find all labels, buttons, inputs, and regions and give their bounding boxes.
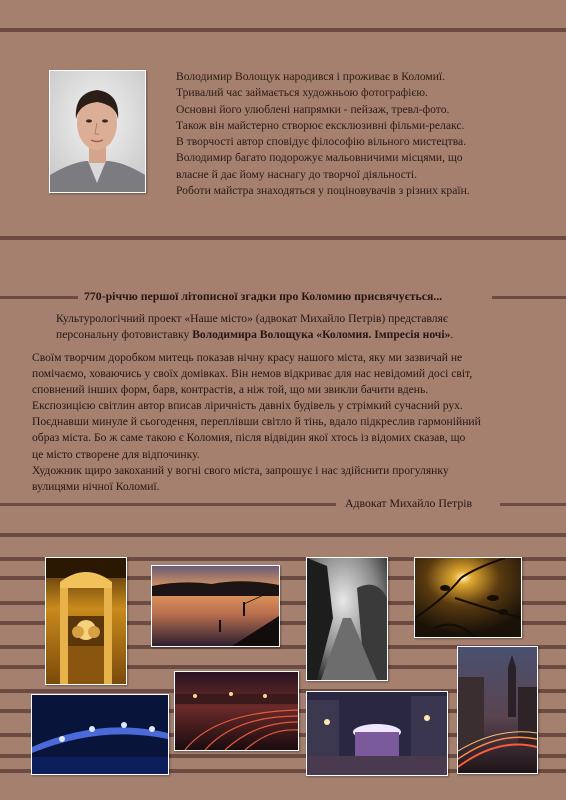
body-line: Своїм творчим доробком митець показав нічну красу нашого міста, яку ми зазвичай не [32, 351, 463, 364]
gallery-photo-fishermen [151, 565, 280, 647]
exhibition-description [32, 350, 542, 495]
author-portrait [49, 70, 146, 193]
bio-line: Також він майстерно створює ексклюзивні фільми-релакс. [176, 118, 465, 132]
body-line: це місто створене для відпочинку. [32, 447, 200, 461]
exhibition-intro [56, 311, 453, 343]
signature-row [0, 496, 566, 512]
signature: Адвокат Михайло Петрів [345, 496, 473, 510]
gallery-photo-architecture [45, 557, 127, 685]
divider [500, 503, 566, 506]
gallery-photo-lamp-branches [414, 557, 522, 638]
intro-line [56, 327, 453, 343]
bio-line: Основні його улюблені напрямки - пейзаж, тревл-фото. [176, 102, 450, 116]
body-line: сповнений інших форм, барв, контрастів, а ніж той, що ми звикли бачити вдень. [32, 383, 429, 397]
divider [0, 296, 78, 299]
body-line: помічаємо, ховаючись у своїх домівках. Він немов відкриває для нас невідомий досі світ, [32, 367, 473, 381]
dedication-row [0, 289, 566, 305]
bio-line: власне й дає йому наснагу до творчої діяльності. [176, 167, 418, 181]
bio-line: Володимир багато подорожує мальовничими місцями, що [176, 151, 463, 165]
bio-line: В творчості автор сповідує філософію вільного мистецтва. [176, 135, 467, 149]
gallery-photo-railway [174, 671, 299, 751]
bio-line: Володимир Волощук народився і проживає в Коломиї. [176, 70, 446, 83]
bio-line: Тривалий час займається художньою фотографією. [176, 86, 428, 100]
body-line: Експозицією світлин автор вписав ліричність давніх будівель у стрімкий сучасний рух. [32, 399, 463, 413]
gallery-photo-bridge [31, 694, 169, 775]
author-bio [176, 69, 536, 199]
stripe [0, 236, 566, 240]
intro-line: Культурологічний проект «Наше місто» (адвокат Михайло Петрів) представляє [56, 312, 448, 325]
intro-text: . [450, 328, 454, 341]
divider [0, 503, 336, 506]
stripe [0, 28, 566, 32]
intro-text: персональну фотовиставку [56, 328, 193, 341]
bio-line: Роботи майстра знаходяться у поціновувачів з різних країн. [176, 184, 470, 198]
gallery-photo-misty-street [306, 557, 388, 681]
body-line: Поєднавши минуле й сьогодення, переплівши світло й тінь, вдало підкреслив гармонійний [32, 415, 481, 429]
exhibition-title: Володимира Волощука «Коломия. Імпресія ночі» [192, 328, 451, 341]
body-line: образ міста. Бо ж саме такою є Коломия, після відвідин якої хтось із відомих сказав, що [32, 431, 466, 445]
body-line: Художник щиро закоханий у вогні свого міста, запрошує і нас здійснити прогулянку [32, 463, 449, 477]
body-line: вулицями нічної Коломиї. [32, 479, 160, 493]
gallery-photo-light-trails [457, 646, 538, 774]
dedication-heading: 770-річчю першої літописної згадки про Коломию присвячується... [84, 289, 443, 303]
gallery-photo-carousel [306, 691, 448, 776]
divider [492, 296, 566, 299]
stripe [0, 533, 566, 537]
